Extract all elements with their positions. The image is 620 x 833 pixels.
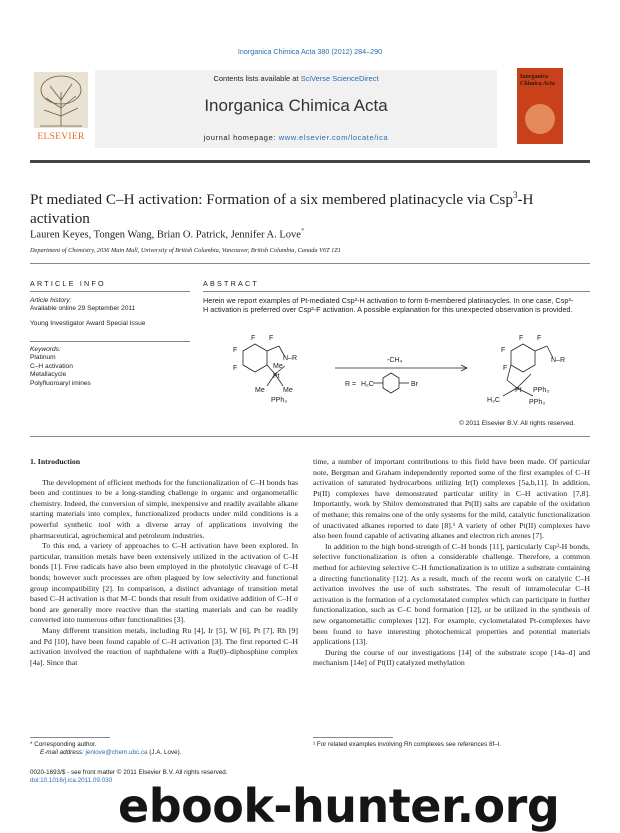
- body-paragraph: Many different transition metals, including Ru [4], Ir [5], W [6], Pt [7], Rh [9] and Pd [10], have been found capable of C–H activation [3]. The first reported C–H activation involved the reaction of naphthalene with a Ru(0)–diphosphine complex [4a]. Since that: [30, 625, 298, 667]
- reactant-fluorine: F: [269, 335, 274, 342]
- r-group-ring: [383, 373, 399, 393]
- authors-text: Lauren Keyes, Tongen Wang, Brian O. Patrick, Jennifer A. Love: [30, 229, 301, 241]
- elsevier-wordmark: ELSEVIER: [37, 132, 85, 142]
- email-line: [30, 749, 298, 757]
- reactant-ring: [243, 344, 267, 372]
- product-ring: [511, 344, 535, 372]
- product-fluorine: F: [537, 335, 542, 342]
- cover-title: Inorganica Chimica Acta: [520, 74, 555, 87]
- history-value: Available online 29 September 2011: [30, 305, 136, 313]
- corresponding-footnote: [30, 741, 298, 757]
- product-fluorine: F: [501, 347, 506, 354]
- footnote-1: ¹ For related examples involving Rh complexes see references 8f–l.: [313, 741, 501, 748]
- section-heading: 1. Introduction: [30, 457, 81, 466]
- reactant-methyl: Me: [283, 387, 293, 394]
- r-group-bromine: Br: [411, 381, 418, 388]
- contents-prefix: Contents lists available at: [213, 74, 301, 83]
- article-info-heading: ARTICLE INFO: [30, 279, 106, 288]
- keyword-item: Polyfluoroaryl imines: [30, 379, 91, 387]
- homepage-link[interactable]: www.elsevier.com/locate/ica: [278, 133, 389, 142]
- journal-cover-thumbnail: [517, 68, 563, 144]
- keywords-block: [30, 346, 190, 388]
- email-label: E-mail address:: [40, 749, 86, 756]
- abstract-rule: [203, 291, 590, 292]
- contents-line: [95, 74, 497, 83]
- keyword-item: C–H activation: [30, 362, 73, 370]
- doi-link[interactable]: doi:10.1016/j.ica.2011.09.030: [30, 777, 113, 784]
- product-phosphine: PPh₃: [529, 399, 546, 406]
- author-list: [30, 227, 304, 241]
- product-platinum: Pt: [515, 387, 522, 394]
- reactant-imine: N–R: [283, 355, 298, 362]
- corresponding-author-mark[interactable]: *: [300, 227, 305, 235]
- affiliation-rule: [30, 263, 590, 264]
- reactant-fluorine: F: [233, 365, 238, 372]
- watermark: ebook-hunter.org: [118, 779, 560, 833]
- reaction-reagent: -CH₄: [387, 357, 403, 364]
- reactant-platinum: Pt: [273, 373, 280, 380]
- sciencedirect-link[interactable]: SciVerse ScienceDirect: [300, 74, 379, 83]
- r-group-label: R =: [345, 381, 357, 388]
- body-paragraph: During the course of our investigations [14] of the substrate scope [14a–d] and mechanism [14e] of Pt(II) catalyzed methylation: [313, 647, 590, 668]
- history-label: Article history:: [30, 297, 72, 304]
- product-imine: N–R: [551, 357, 566, 364]
- product-fluorine: F: [503, 365, 508, 372]
- article-history: [30, 297, 190, 328]
- keyword-item: Metallacycle: [30, 371, 67, 379]
- keywords-rule: [30, 341, 190, 342]
- body-paragraph: time, a number of important contributions to this field have been made. Of particular note, Bergman and Graham independently reported some of the first examples of C–H activation of saturated hydrocarbons utilizing Ir(I) complexes [5a,b,11]. In addition, Pt(II) complexes have demonstrated particular utility in C–H activation [7,8]. Importantly, work by Shilov demonstrated that Pt(II) salts are capable of the oxidation of methane; this remains one of the only systems for the mild, catalytic functionalization of unactivated alkanes reported to date [8].¹ A variety of other Pt(II) complexes have also been found capable of activating alkanes and electron rich arenes [7].: [313, 457, 590, 541]
- r-group-ch2: H₂C: [361, 381, 374, 388]
- issue-note: Young Investigator Award Special Issue: [30, 319, 146, 327]
- homepage-prefix: journal homepage:: [203, 133, 279, 142]
- abstract-end-rule: [30, 436, 590, 437]
- reactant-phosphine: PPh₃: [271, 397, 288, 404]
- homepage-line: [95, 133, 497, 142]
- article-title-tail: -H activation: [30, 191, 534, 228]
- article-info-rule: [30, 291, 190, 292]
- keyword-item: Platinum: [30, 354, 56, 362]
- body-paragraph: To this end, a variety of approaches to C–H activation have been explored. In particular, transition metals have been extensively utilized in the activation of C–H bonds [1]. Free radicals have also been employed in the photolytic cleavage of C–H bonds; however such processes are often plagued by low selectivity and functional group incompatibility [2]. In comparison, a distinct advantage of transition metal based C–H activation is that M–C bonds that result from oxidative addition of C–H σ bond are generally more reactive than the starting materials and can be readily converted into numerous other functionalities [3].: [30, 541, 298, 625]
- article-title-sup: 3: [512, 190, 518, 200]
- email-link[interactable]: jenlove@chem.ubc.ca: [85, 749, 148, 756]
- reactant-fluorine: F: [251, 335, 256, 342]
- product-phosphine: PPh₃: [533, 387, 550, 394]
- cover-art: [525, 104, 555, 134]
- article-title: [30, 186, 590, 228]
- product-methyl: H₃C: [487, 397, 500, 404]
- corresponding-label: * Corresponding author.: [30, 741, 97, 748]
- reactant-methyl: Me: [255, 387, 265, 394]
- reactant-methyl: Me: [273, 363, 283, 370]
- email-suffix: (J.A. Love).: [147, 749, 182, 756]
- journal-title: Inorganica Chimica Acta: [204, 96, 388, 115]
- article-title-main: Pt mediated C–H activation: Formation of a six membered platinacycle via Csp: [30, 191, 513, 209]
- reactant-fluorine: F: [233, 347, 238, 354]
- journal-reference-link[interactable]: Inorganica Chimica Acta 380 (2012) 284–290: [237, 47, 383, 56]
- body-left-column: [30, 457, 298, 668]
- abstract-text: Herein we report examples of Pt-mediated Csp³-H activation to form 6-membered platinacycles. In one case, Csp³-H activation is preferred over Csp²-F activation. A possible explanation for this unexpected observation is provided.: [203, 296, 574, 314]
- body-right-column: [313, 457, 590, 669]
- abstract-heading: ABSTRACT: [203, 279, 259, 288]
- product-fluorine: F: [519, 335, 524, 342]
- keywords-label: Keywords:: [30, 346, 61, 353]
- header-rule: [30, 160, 590, 163]
- affiliation: Department of Chemistry, 2036 Main Mall, University of British Columbia, Vancouver, British Columbia, Canada V6T 1Z1: [30, 247, 341, 254]
- issn-line: 0020-1693/$ - see front matter © 2011 Elsevier B.V. All rights reserved.: [30, 769, 228, 776]
- footnote-rule-right: [313, 737, 393, 738]
- body-paragraph: In addition to the high bond-strength of C–H bonds [11], particularly Csp³-H bonds, selective functionalization is often a considerable challenge. Therefore, a common method for achieving selective C–H functionalization is to utilize a substrate containing a directing functionality [12]. As a result, much of the recent work on catalytic C–H activation involves the use of such substrates. The result of intramolecular C–H activation is the formation of a cyclometalated complex which can participate in further functionalization, such as C–C bond formation [12], or be utilized in the synthesis of new organometallic complexes [12]. For example, cyclometalated Pt-complexes have been found to have interesting photochemical properties and potential materials applications [13].: [313, 541, 590, 647]
- footnote-rule-left: [30, 737, 110, 738]
- reaction-scheme: [215, 330, 595, 410]
- body-paragraph: The development of efficient methods for the functionalization of C–H bonds has been and continues to be a long-standing challenge in organic and organometallic chemistry. Indeed, the conversion of simple, inexpensive and readily available alkane starting materials into complex, functionalized products under mild conditions is a powerful synthetic tool with a diverse array of applications involving the pharmaceutical, agrochemical and petroleum industries.: [30, 477, 298, 540]
- copyright: © 2011 Elsevier B.V. All rights reserved.: [459, 420, 575, 427]
- elsevier-logo: [32, 70, 90, 148]
